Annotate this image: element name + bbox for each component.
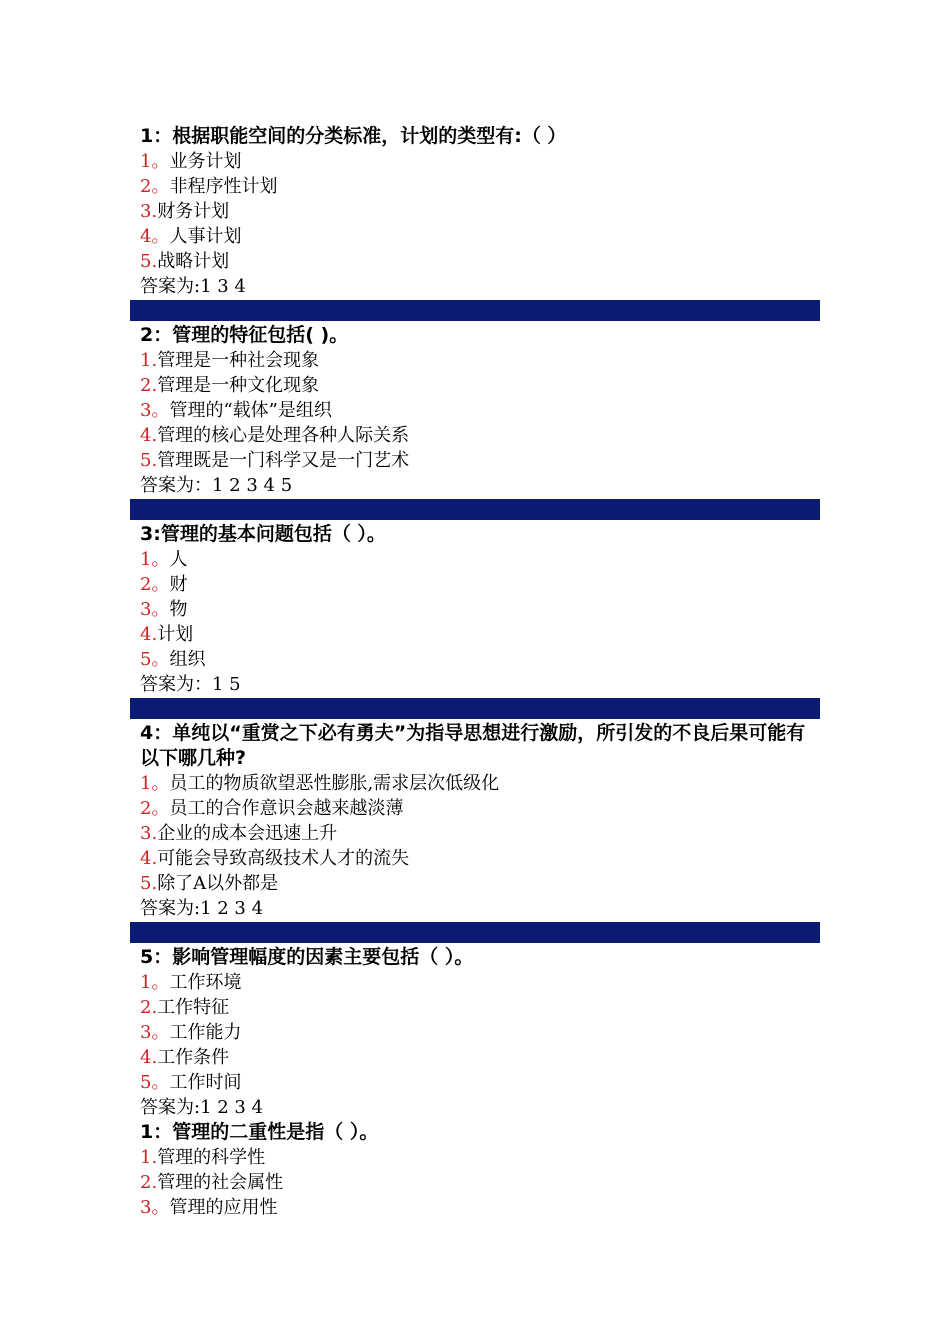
option-text: 管理的核心是处理各种人际关系 (157, 425, 410, 446)
option-number: 3。 (140, 599, 170, 620)
answer-line: 答案为:1 2 3 4 (140, 898, 264, 919)
option-number: 3。 (140, 1022, 170, 1043)
option-item (130, 1070, 820, 1095)
option-number: 1。 (140, 972, 170, 993)
option-text: 人事计划 (169, 226, 242, 247)
question-block (130, 945, 820, 1120)
answer-line: 答案为:1 2 3 4 (140, 1097, 264, 1118)
option-text: 管理是一种社会现象 (157, 350, 320, 371)
option-number: 3. (140, 823, 158, 844)
option-number: 4。 (140, 226, 170, 247)
option-text: 员工的合作意识会越来越淡薄 (169, 798, 404, 819)
option-text: 可能会导致高级技术人才的流失 (157, 848, 410, 869)
option-text: 组织 (169, 649, 206, 670)
option-text: 管理的社会属性 (157, 1172, 284, 1193)
option-item (130, 174, 820, 199)
question-title: 1：根据职能空间的分类标准，计划的类型有:（ ） (140, 125, 567, 147)
option-text: 工作环境 (169, 972, 242, 993)
option-item (130, 348, 820, 373)
option-text: 非程序性计划 (169, 176, 278, 197)
option-item (130, 249, 820, 274)
option-number: 2。 (140, 798, 170, 819)
option-item (130, 796, 820, 821)
option-item (130, 995, 820, 1020)
option-number: 4. (140, 1047, 158, 1068)
option-item (130, 1170, 820, 1195)
option-number: 3。 (140, 400, 170, 421)
option-number: 3。 (140, 1197, 170, 1218)
option-text: 员工的物质欲望恶性膨胀,需求层次低级化 (169, 773, 500, 794)
option-text: 工作时间 (169, 1072, 242, 1093)
option-item (130, 373, 820, 398)
option-number: 2. (140, 375, 158, 396)
option-item (130, 1195, 820, 1220)
option-text: 计划 (157, 624, 194, 645)
option-number: 5。 (140, 1072, 170, 1093)
section-divider (130, 300, 820, 321)
option-number: 1。 (140, 773, 170, 794)
option-item (130, 547, 820, 572)
option-number: 4. (140, 848, 158, 869)
option-text: 物 (169, 599, 188, 620)
option-item (130, 423, 820, 448)
question-title: 1：管理的二重性是指（ ）。 (140, 1121, 379, 1143)
option-number: 1. (140, 350, 158, 371)
section-divider (130, 922, 820, 943)
answer-line: 答案为:1 3 4 (140, 276, 246, 297)
question-title: 5：影响管理幅度的因素主要包括（ ）。 (140, 946, 474, 968)
section-divider (130, 698, 820, 719)
option-item (130, 821, 820, 846)
option-text: 战略计划 (157, 251, 230, 272)
option-item (130, 647, 820, 672)
document-page (130, 124, 820, 1220)
option-text: 工作条件 (157, 1047, 230, 1068)
option-number: 1。 (140, 151, 170, 172)
question-block (130, 522, 820, 697)
option-item (130, 224, 820, 249)
option-item (130, 398, 820, 423)
question-block (130, 323, 820, 498)
option-number: 2. (140, 997, 158, 1018)
option-item (130, 622, 820, 647)
option-number: 5。 (140, 649, 170, 670)
answer-line: 答案为：1 5 (140, 674, 241, 695)
option-number: 2. (140, 1172, 158, 1193)
option-number: 4. (140, 624, 158, 645)
option-number: 5. (140, 873, 158, 894)
option-text: 工作特征 (157, 997, 230, 1018)
option-text: 管理的科学性 (157, 1147, 266, 1168)
option-item (130, 597, 820, 622)
option-text: 财务计划 (157, 201, 230, 222)
option-item (130, 871, 820, 896)
option-text: 管理的应用性 (169, 1197, 278, 1218)
question-block (130, 124, 820, 299)
answer-line: 答案为：1 2 3 4 5 (140, 475, 293, 496)
option-item (130, 771, 820, 796)
option-item (130, 1045, 820, 1070)
option-text: 工作能力 (169, 1022, 242, 1043)
option-item (130, 572, 820, 597)
option-item (130, 448, 820, 473)
question-title: 4：单纯以“重赏之下必有勇夫”为指导思想进行激励，所引发的不良后果可能有以下哪几种? (140, 722, 806, 769)
question-block (130, 1120, 820, 1220)
option-text: 人 (169, 549, 188, 570)
option-number: 5. (140, 450, 158, 471)
option-number: 1. (140, 1147, 158, 1168)
option-item (130, 846, 820, 871)
question-block (130, 721, 820, 921)
option-text: 除了A以外都是 (157, 873, 279, 894)
option-text: 财 (169, 574, 188, 595)
option-item (130, 199, 820, 224)
question-title: 2：管理的特征包括( )。 (140, 324, 349, 346)
option-number: 5. (140, 251, 158, 272)
option-number: 2。 (140, 574, 170, 595)
question-title: 3:管理的基本问题包括（ ）。 (140, 523, 386, 545)
section-divider (130, 499, 820, 520)
option-text: 管理既是一门科学又是一门艺术 (157, 450, 410, 471)
option-text: 管理的“载体”是组织 (169, 400, 332, 421)
option-number: 2。 (140, 176, 170, 197)
option-number: 1。 (140, 549, 170, 570)
option-item (130, 970, 820, 995)
option-item (130, 149, 820, 174)
option-item (130, 1145, 820, 1170)
option-number: 4. (140, 425, 158, 446)
option-text: 管理是一种文化现象 (157, 375, 320, 396)
option-item (130, 1020, 820, 1045)
option-text: 企业的成本会迅速上升 (157, 823, 338, 844)
option-number: 3. (140, 201, 158, 222)
option-text: 业务计划 (169, 151, 242, 172)
